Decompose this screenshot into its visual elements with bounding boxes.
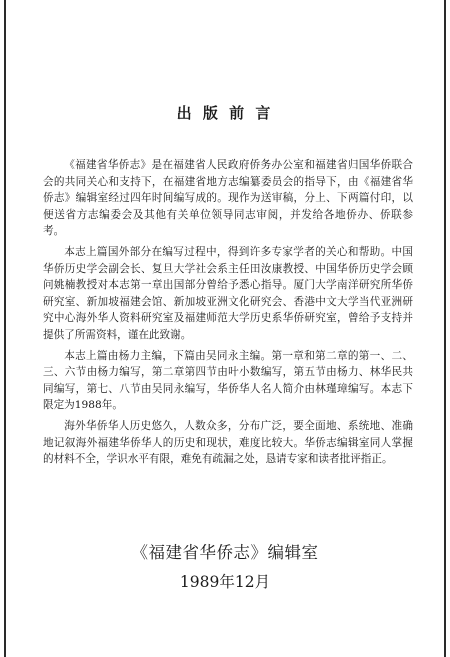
paragraph-3: 本志上篇由杨力主编，下篇由吴同永主编。第一章和第二章的第一、二、三、六节由杨力编写，第二章第四节由叶小数编写，第五节由杨力、林华民共同编写，第七、八节由吴同永编写，华侨华人名人简介由林瑾璋编写。本志下限定为1988年。 (43, 349, 413, 412)
preface-body (43, 157, 413, 472)
signature-organization: 《福建省华侨志》编辑室 (131, 543, 319, 562)
page-title: 出 版 前 言 (176, 104, 274, 122)
paragraph-2: 本志上篇国外部分在编写过程中，得到许多专家学者的关心和帮助。中国华侨历史学会副会长、复旦大学社会系主任田汝康教授、中国华侨历史学会顾问姚楠教授对本志第一章出国部分曾给予悉心指导。厦门大学南洋研究所华侨研究室、新加坡福建会馆、新加坡亚洲文化研究会、香港中文大学当代亚洲研究中心海外华人资料研究室及福建师范大学历史系华侨研究室，曾给予支持并提供了所需资料，谨在此致谢。 (43, 245, 413, 341)
paragraph-4: 海外华侨华人历史悠久，人数众多，分布广泛，要全面地、系统地、准确地记叙海外福建华侨华人的历史和现状，难度比较大。华侨志编辑室同人掌握的材料不全，学识水平有限，难免有疏漏之处，恳请专家和读者批评指正。 (43, 419, 413, 466)
paragraph-1: 《福建省华侨志》是在福建省人民政府侨务办公室和福建省归国华侨联合会的共同关心和支持下，在福建省地方志编纂委员会的指导下，由《福建省华侨志》编辑室经过四年时间编写成的。现作为送审稿，分上、下两篇付印，以便送省方志编委会及其他有关单位领导同志审阅，并发给各地侨办、侨联参考。 (43, 159, 413, 238)
signature-date: 1989年12月 (179, 573, 271, 591)
